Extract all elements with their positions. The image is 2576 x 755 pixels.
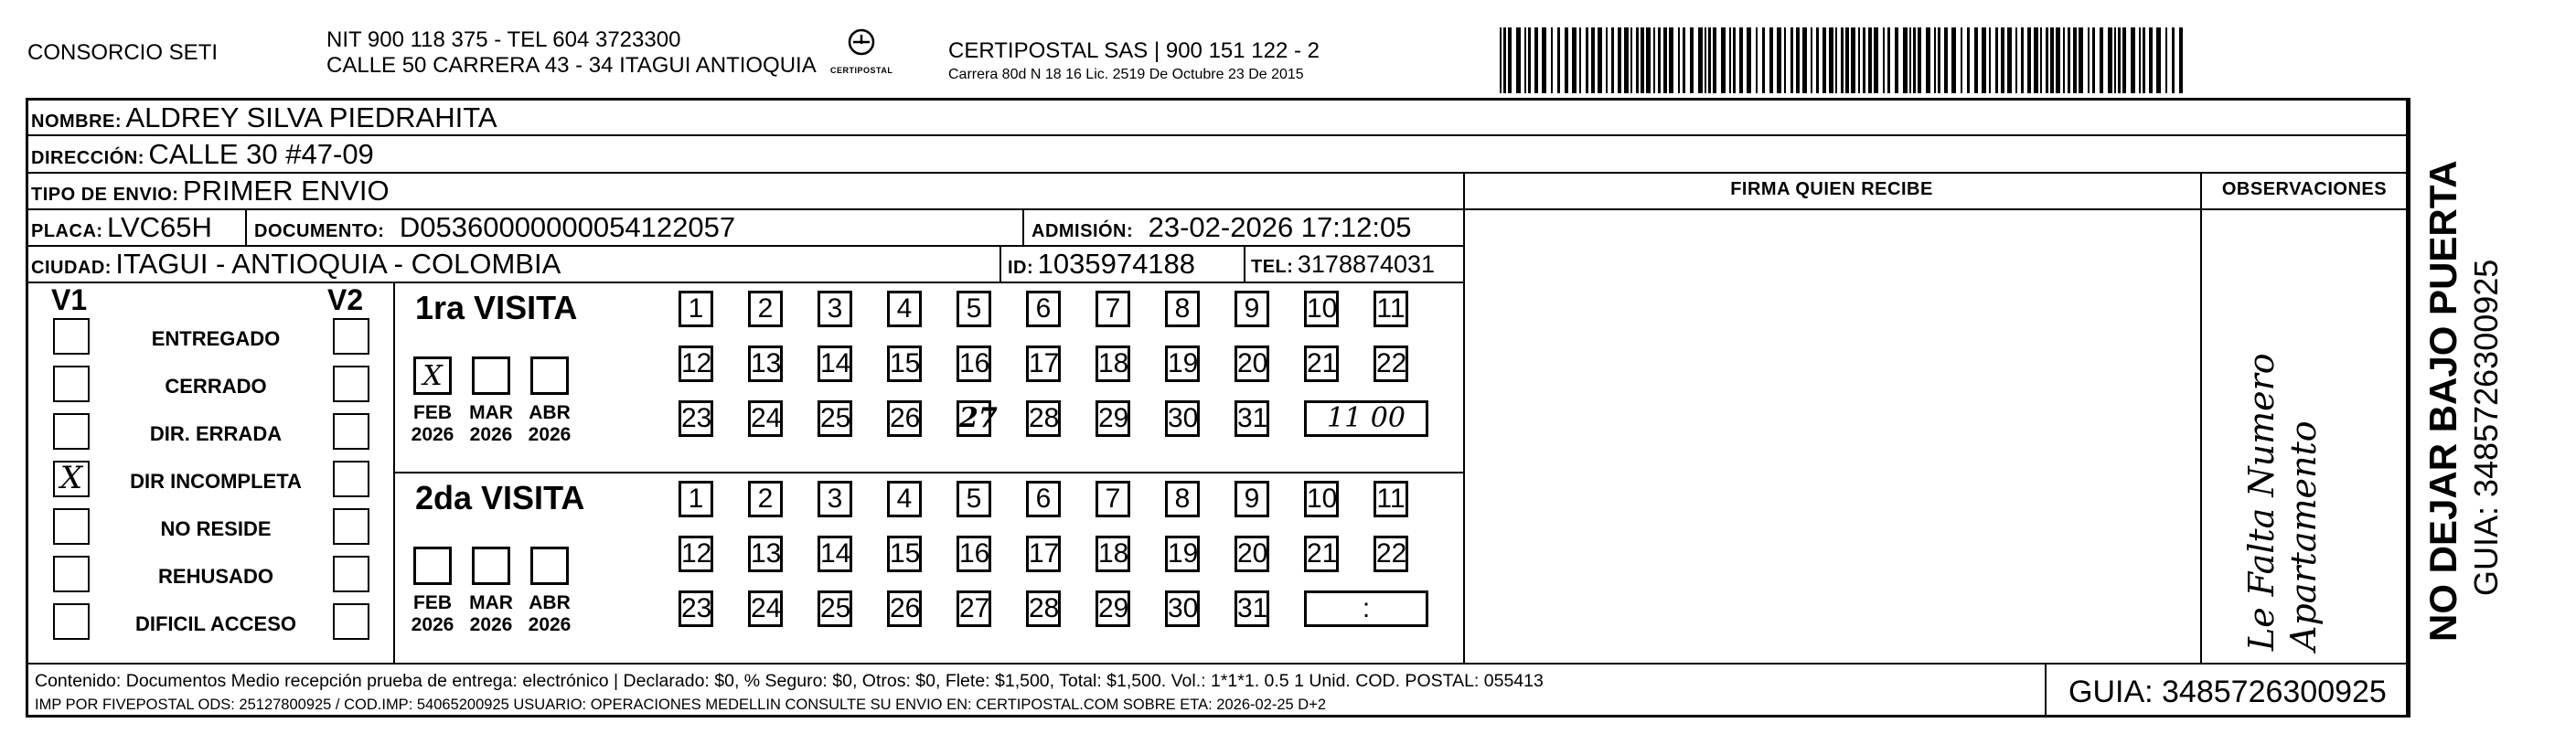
barcode-bar	[2027, 27, 2031, 93]
barcode-bar	[1989, 27, 1991, 93]
month-year: 2026	[411, 424, 454, 445]
barcode-bar	[1903, 27, 1908, 93]
ciudad-row	[31, 247, 561, 287]
barcode-bar	[1524, 27, 1526, 93]
barcode-bar	[1721, 27, 1726, 93]
barcode-bar	[1974, 27, 1978, 93]
month-label: FEB	[413, 402, 452, 423]
barcode-bar	[1913, 27, 1916, 93]
day-box[interactable]: 28	[1026, 590, 1061, 627]
day-box[interactable]: 19	[1165, 536, 1200, 572]
day-box[interactable]: 11	[1374, 291, 1408, 327]
barcode-bar	[1630, 27, 1632, 93]
barcode-bar	[1653, 27, 1655, 93]
v1-checkbox[interactable]	[53, 556, 90, 592]
nombre-label: NOMBRE:	[31, 112, 123, 132]
barcode-bar	[2092, 27, 2095, 93]
barcode-bar	[1579, 27, 1581, 93]
day-box[interactable]: 6	[1026, 291, 1061, 327]
v1-checkbox[interactable]	[53, 603, 90, 640]
day-box[interactable]: 5	[957, 291, 991, 327]
day-box[interactable]: 5	[957, 481, 991, 517]
barcode-bar	[1611, 27, 1614, 93]
barcode-bar	[1591, 27, 1595, 93]
v2-checkbox[interactable]	[333, 366, 369, 402]
barcode-bar	[1658, 27, 1661, 93]
day-box[interactable]: 16	[957, 536, 991, 572]
day-box[interactable]: 13	[748, 536, 783, 572]
day-box[interactable]: 24	[748, 590, 783, 627]
barcode-bar	[1784, 27, 1786, 93]
barcode-bar	[1951, 27, 1956, 93]
barcode-bar	[1618, 27, 1621, 93]
barcode-bar	[1598, 27, 1602, 93]
barcode-bar	[1713, 27, 1716, 93]
barcode-bar	[1705, 27, 1706, 93]
day-box[interactable]: 27	[957, 590, 991, 627]
barcode-bar	[1777, 27, 1781, 93]
barcode-bar	[1565, 27, 1568, 93]
month-label: ABR	[529, 592, 571, 613]
barcode-bar	[1586, 27, 1588, 93]
barcode-bar	[2122, 27, 2126, 93]
day-box[interactable]: 6	[1026, 481, 1061, 517]
observaciones-note: Le Falta Numero Apartamento	[2241, 353, 2324, 651]
barcode-bar	[2108, 27, 2112, 93]
barcode-bar	[1747, 27, 1751, 93]
v1-checkbox[interactable]	[53, 413, 90, 450]
id-value: 1035974188	[1037, 248, 1196, 280]
barcode-bar	[2007, 27, 2012, 93]
v2-checkbox[interactable]	[333, 508, 369, 545]
barcode-bar	[1995, 27, 1998, 93]
day-box[interactable]: 7	[1096, 291, 1130, 327]
barcode-bar	[2131, 27, 2135, 93]
day-box[interactable]: 3	[818, 291, 852, 327]
barcode-bar	[2046, 27, 2048, 93]
day-box[interactable]: 24	[748, 400, 783, 437]
day-box[interactable]: 12	[679, 346, 713, 382]
month-label: ABR	[529, 402, 571, 423]
month-label: FEB	[413, 592, 452, 613]
barcode-bar	[1858, 27, 1860, 93]
day-box[interactable]: 19	[1165, 346, 1200, 382]
barcode-bar	[2040, 27, 2042, 93]
barcode-bar	[1967, 27, 1970, 93]
address-line: CALLE 50 CARRERA 43 - 34 ITAGUI ANTIOQUIA	[326, 53, 817, 78]
barcode-bar	[1895, 27, 1898, 93]
month-checkbox[interactable]	[413, 547, 452, 585]
barcode-bar	[1557, 27, 1560, 93]
month-checkbox[interactable]: X	[413, 356, 452, 395]
day-box[interactable]: 31	[1235, 400, 1269, 437]
barcode-bar	[1729, 27, 1731, 93]
day-box[interactable]: 31	[1235, 590, 1269, 627]
barcode-bar	[1646, 27, 1651, 93]
placa-value: LVC65H	[107, 211, 212, 243]
day-box[interactable]: 8	[1165, 481, 1200, 517]
barcode-bar	[2149, 27, 2153, 93]
direccion-row	[31, 137, 374, 177]
barcode-bar	[1868, 27, 1872, 93]
v2-label: V2	[327, 283, 364, 316]
barcode-bar	[1551, 27, 1553, 93]
v1-checkbox[interactable]	[53, 366, 90, 402]
day-box[interactable]: 26	[887, 590, 922, 627]
v2-checkbox[interactable]	[333, 556, 369, 592]
barcode-bar	[2172, 27, 2175, 93]
observaciones-header: OBSERVACIONES	[2221, 179, 2388, 199]
barcode-bar	[2050, 27, 2054, 93]
side-guia: GUIA: 3485726300925	[2467, 259, 2505, 596]
barcode-bar	[1534, 27, 1538, 93]
day-box[interactable]: 15	[887, 536, 922, 572]
status-label: ENTREGADO	[151, 327, 281, 350]
day-box[interactable]: 12	[679, 536, 713, 572]
month-label: MAR	[469, 402, 513, 423]
barcode-bar	[1926, 27, 1930, 93]
day-box[interactable]: 10	[1304, 291, 1339, 327]
day-box[interactable]: 20	[1235, 536, 1269, 572]
id-label: ID:	[1008, 258, 1034, 278]
v2-checkbox[interactable]	[333, 603, 369, 640]
admision-row	[1031, 210, 1411, 250]
day-box[interactable]: 22	[1374, 536, 1408, 572]
month-label: MAR	[469, 592, 513, 613]
status-label: DIR INCOMPLETA	[130, 470, 302, 493]
day-box[interactable]: 20	[1235, 346, 1269, 382]
barcode-bar	[2079, 27, 2083, 93]
barcode-bar	[1606, 27, 1608, 93]
day-box[interactable]: 10	[1304, 481, 1339, 517]
day-box[interactable]: 16	[957, 346, 991, 382]
day-box[interactable]: 4	[887, 291, 922, 327]
day-box[interactable]: 2	[748, 291, 783, 327]
side-warning: NO DEJAR BAJO PUERTA	[2421, 160, 2464, 642]
day-box[interactable]: 18	[1096, 346, 1130, 382]
status-label: DIR. ERRADA	[149, 422, 283, 445]
barcode-bar	[1874, 27, 1878, 93]
v2-checkbox[interactable]	[333, 318, 369, 355]
barcode-bar	[2100, 27, 2103, 93]
day-box[interactable]: 8	[1165, 291, 1200, 327]
barcode-bar	[1841, 27, 1844, 93]
barcode-bar	[2143, 27, 2145, 93]
time-box[interactable]: 11 00	[1304, 400, 1428, 437]
status-label: DIFICIL ACCESO	[134, 612, 296, 635]
barcode-bar	[2068, 27, 2070, 93]
day-box[interactable]: 27	[957, 400, 991, 437]
barcode-bar	[1641, 27, 1644, 93]
certipostal-logo-icon	[843, 27, 880, 64]
placa-label: PLACA:	[31, 221, 103, 241]
barcode-bar	[1822, 27, 1826, 93]
barcode-bar	[2165, 27, 2167, 93]
tel-label: TEL:	[1251, 257, 1294, 277]
barcode-bar	[2015, 27, 2017, 93]
firma-header: FIRMA QUIEN RECIBE	[1730, 179, 1933, 199]
barcode-bar	[2114, 27, 2116, 93]
month-year: 2026	[469, 424, 513, 445]
barcode-bar	[1863, 27, 1865, 93]
barcode-bar	[1802, 27, 1807, 93]
company-name: CONSORCIO SETI	[27, 40, 219, 65]
day-box[interactable]: 14	[818, 346, 852, 382]
barcode-bar	[1739, 27, 1743, 93]
month-checkbox[interactable]	[530, 547, 569, 585]
day-box[interactable]: 23	[679, 590, 713, 627]
visit2-title: 2da VISITA	[415, 479, 585, 516]
v1-checkbox[interactable]	[53, 508, 90, 545]
barcode-bar	[1678, 27, 1680, 93]
documento-label: DOCUMENTO:	[254, 221, 385, 241]
nit-line: NIT 900 118 375 - TEL 604 3723300	[326, 27, 681, 52]
barcode-bar	[1624, 27, 1629, 93]
barcode-bar	[2139, 27, 2141, 93]
month-checkbox[interactable]	[472, 356, 510, 395]
barcode-bar	[2156, 27, 2161, 93]
day-box[interactable]: 2	[748, 481, 783, 517]
month-year: 2026	[528, 424, 572, 445]
month-year: 2026	[528, 614, 572, 635]
day-box[interactable]: 22	[1374, 346, 1408, 382]
barcode-bar	[1845, 27, 1849, 93]
month-checkbox[interactable]	[530, 356, 569, 395]
barcode-bar	[1708, 27, 1711, 93]
day-box[interactable]: 9	[1235, 291, 1269, 327]
barcode-bar	[1938, 27, 1940, 93]
documento-row	[254, 210, 735, 250]
barcode-bar	[2118, 27, 2121, 93]
tipo-row	[31, 174, 390, 214]
barcode-bar	[1516, 27, 1521, 93]
time-box[interactable]: :	[1304, 590, 1428, 627]
barcode-bar	[1816, 27, 1819, 93]
barcode-bar	[2021, 27, 2024, 93]
ciudad-label: CIUDAD:	[31, 258, 112, 278]
barcode-bar	[1636, 27, 1639, 93]
status-label: CERRADO	[165, 375, 267, 398]
v1-checkbox[interactable]: X	[53, 461, 90, 497]
barcode-bar	[1762, 27, 1765, 93]
day-box[interactable]: 4	[887, 481, 922, 517]
ciudad-value: ITAGUI - ANTIOQUIA - COLOMBIA	[115, 248, 561, 280]
day-box[interactable]: 7	[1096, 481, 1130, 517]
day-box[interactable]: 17	[1026, 346, 1061, 382]
barcode-bar	[1918, 27, 1921, 93]
day-box[interactable]: 13	[748, 346, 783, 382]
barcode-bar	[1829, 27, 1833, 93]
barcode-bar	[1835, 27, 1837, 93]
v1-label: V1	[51, 283, 88, 316]
day-box[interactable]: 30	[1165, 590, 1200, 627]
barcode-bar	[1961, 27, 1962, 93]
day-box[interactable]: 1	[679, 291, 713, 327]
day-box[interactable]: 25	[818, 590, 852, 627]
nombre-value: ALDREY SILVA PIEDRAHITA	[125, 101, 497, 133]
barcode-bar	[2179, 27, 2183, 93]
day-box[interactable]: 25	[818, 400, 852, 437]
footer-imp: IMP POR FIVEPOSTAL ODS: 25127800925 / COD.IMP: 54065200925 USUARIO: OPERACIONES MEDELLIN CONSULTE SU ENVIO EN: CERTIPOSTAL.COM SOBRE ETA: 2026-02-25 D+2	[35, 697, 1327, 713]
status-label: NO RESIDE	[160, 517, 272, 540]
day-box[interactable]: 17	[1026, 536, 1061, 572]
barcode-bar	[1698, 27, 1703, 93]
day-box[interactable]: 11	[1374, 481, 1408, 517]
day-box[interactable]: 30	[1165, 400, 1200, 437]
barcode-bar	[1683, 27, 1685, 93]
barcode-bar	[1851, 27, 1855, 93]
nombre-row	[31, 101, 497, 141]
day-box[interactable]: 23	[679, 400, 713, 437]
barcode-bar	[2073, 27, 2077, 93]
barcode-bar	[2034, 27, 2038, 93]
barcode-bar	[1909, 27, 1911, 93]
month-year: 2026	[411, 614, 454, 635]
barcode-bar	[1796, 27, 1800, 93]
barcode-bar	[1663, 27, 1667, 93]
v2-checkbox[interactable]	[333, 461, 369, 497]
barcode-bar	[1508, 27, 1512, 93]
carrier-line: CERTIPOSTAL SAS | 900 151 122 - 2	[948, 38, 1320, 63]
barcode-bar	[1669, 27, 1673, 93]
barcode-bar	[1934, 27, 1936, 93]
barcode-bar	[1503, 27, 1506, 93]
day-box[interactable]: 14	[818, 536, 852, 572]
day-box[interactable]: 29	[1096, 400, 1130, 437]
v2-checkbox[interactable]	[333, 413, 369, 450]
tel-value: 3178874031	[1297, 250, 1436, 278]
barcode-bar	[1733, 27, 1736, 93]
barcode-bar	[1944, 27, 1948, 93]
barcode-bar	[1690, 27, 1694, 93]
logo-text: CERTIPOSTAL	[830, 66, 893, 75]
barcode-bar	[2001, 27, 2004, 93]
day-box[interactable]: 29	[1096, 590, 1130, 627]
day-box[interactable]: 15	[887, 346, 922, 382]
admision-value: 23-02-2026 17:12:05	[1148, 211, 1412, 243]
footer-contenido: Contenido: Documentos Medio recepción prueba de entrega: electrónico | Declarado: $0, % Seguro: $0, Otros: $0, Flete: $1,500, Total: $1,500. Vol.: 1*1*1. 0.5 1 Unid. COD. POSTAL: 055413	[35, 671, 1544, 691]
barcode-bar	[2056, 27, 2060, 93]
barcode-bar	[1769, 27, 1773, 93]
day-box[interactable]: 26	[887, 400, 922, 437]
day-box[interactable]: 18	[1096, 536, 1130, 572]
tipo-value: PRIMER ENVIO	[182, 175, 390, 207]
placa-row	[31, 210, 212, 250]
admision-label: ADMISIÓN:	[1031, 221, 1134, 241]
barcode-bar	[1887, 27, 1890, 93]
barcode-bar	[1883, 27, 1885, 93]
v1-checkbox[interactable]	[53, 318, 90, 355]
direccion-value: CALLE 30 #47-09	[148, 138, 374, 170]
day-box[interactable]: 21	[1304, 536, 1339, 572]
day-box[interactable]: 3	[818, 481, 852, 517]
barcode-bar	[1790, 27, 1793, 93]
day-box[interactable]: 9	[1235, 481, 1269, 517]
barcode-bar	[2063, 27, 2065, 93]
barcode-bar	[1572, 27, 1577, 93]
id-row	[1008, 247, 1195, 287]
status-label: REHUSADO	[158, 565, 273, 588]
license-line: Carrera 80d N 18 16 Lic. 2519 De Octubre 23 De 2015	[948, 67, 1304, 82]
day-box[interactable]: 21	[1304, 346, 1339, 382]
barcode-bar	[1811, 27, 1812, 93]
tipo-label: TIPO DE ENVIO:	[31, 185, 179, 205]
barcode-bar	[1756, 27, 1758, 93]
barcode	[1500, 27, 2186, 93]
month-year: 2026	[469, 614, 513, 635]
month-checkbox[interactable]	[472, 547, 510, 585]
direccion-label: DIRECCIÓN:	[31, 148, 144, 168]
visit1-title: 1ra VISITA	[415, 289, 578, 326]
barcode-bar	[1982, 27, 1986, 93]
barcode-bar	[1542, 27, 1546, 93]
barcode-bar	[1528, 27, 1531, 93]
day-box[interactable]: 28	[1026, 400, 1061, 437]
day-box[interactable]: 1	[679, 481, 713, 517]
tel-row	[1251, 247, 1435, 286]
barcode-bar	[1500, 27, 1502, 93]
footer-guia: GUIA: 3485726300925	[2068, 675, 2387, 709]
signature-area[interactable]	[1465, 210, 2198, 662]
documento-value: D05360000000054122057	[399, 211, 736, 243]
barcode-bar	[2088, 27, 2090, 93]
